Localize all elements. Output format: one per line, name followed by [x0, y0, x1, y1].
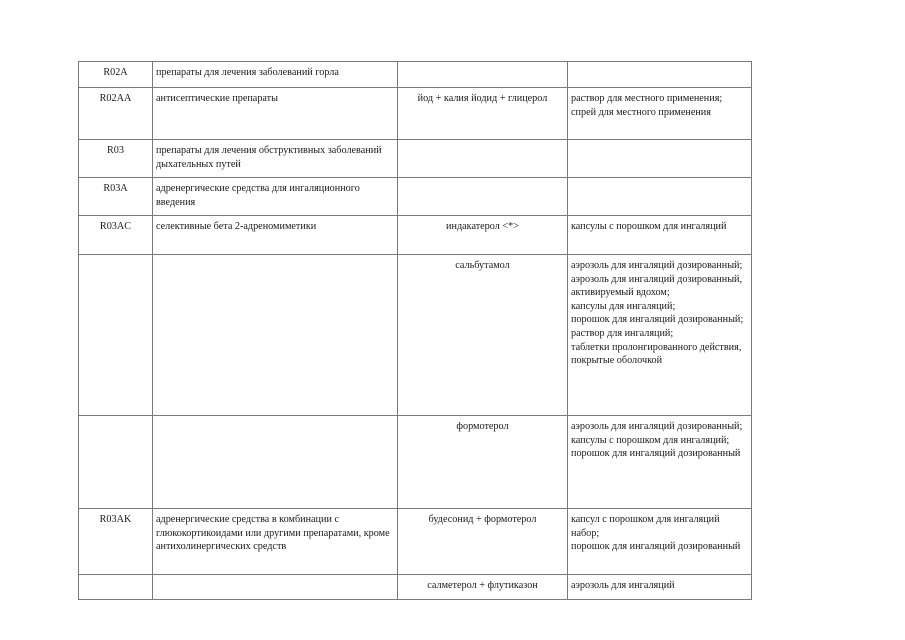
table-row [79, 575, 752, 600]
inn-cell: йод + калия йодид + глицерол [398, 88, 568, 140]
atc-code-cell: R03 [79, 140, 153, 178]
table-body [79, 62, 752, 600]
inn-cell: индакатерол <*> [398, 216, 568, 255]
table-row [79, 509, 752, 575]
dosage-form-cell: капсул с порошком для ингаляций набор; порошок для ингаляций дозированный [568, 509, 752, 575]
inn-cell: будесонид + формотерол [398, 509, 568, 575]
dosage-form-cell [568, 140, 752, 178]
group-name-cell [153, 416, 398, 509]
inn-cell: салметерол + флутиказон [398, 575, 568, 600]
group-name-cell: препараты для лечения заболеваний горла [153, 62, 398, 88]
group-name-cell: антисептические препараты [153, 88, 398, 140]
inn-cell [398, 140, 568, 178]
group-name-cell: адренергические средства для ингаляционного введения [153, 178, 398, 216]
table-row [79, 216, 752, 255]
group-name-cell: адренергические средства в комбинации с глюкокортикоидами или другими препаратами, кроме антихолинергических средств [153, 509, 398, 575]
atc-code-cell [79, 416, 153, 509]
group-name-cell [153, 575, 398, 600]
inn-cell: формотерол [398, 416, 568, 509]
atc-code-cell: R03A [79, 178, 153, 216]
atc-code-cell: R03AC [79, 216, 153, 255]
table-row [79, 178, 752, 216]
table-row [79, 255, 752, 416]
table-row [79, 416, 752, 509]
dosage-form-cell: аэрозоль для ингаляций [568, 575, 752, 600]
dosage-form-cell [568, 62, 752, 88]
dosage-form-cell: аэрозоль для ингаляций дозированный; капсулы с порошком для ингаляций; порошок для ингаляций дозированный [568, 416, 752, 509]
inn-cell [398, 178, 568, 216]
drug-classification-table [78, 61, 752, 600]
atc-code-cell [79, 575, 153, 600]
dosage-form-cell: капсулы с порошком для ингаляций [568, 216, 752, 255]
group-name-cell: препараты для лечения обструктивных заболеваний дыхательных путей [153, 140, 398, 178]
dosage-form-cell [568, 178, 752, 216]
table-row [79, 62, 752, 88]
group-name-cell: селективные бета 2-адреномиметики [153, 216, 398, 255]
dosage-form-cell: раствор для местного применения; спрей для местного применения [568, 88, 752, 140]
atc-code-cell: R03AK [79, 509, 153, 575]
atc-code-cell: R02AA [79, 88, 153, 140]
table-row [79, 140, 752, 178]
dosage-form-cell: аэрозоль для ингаляций дозированный; аэрозоль для ингаляций дозированный, активируемый вдохом; капсулы для ингаляций; порошок для ингаляций дозированный; раствор для ингаляций; таблетки пролонгированного действия, покрытые оболочкой [568, 255, 752, 416]
inn-cell [398, 62, 568, 88]
atc-code-cell: R02A [79, 62, 153, 88]
atc-code-cell [79, 255, 153, 416]
group-name-cell [153, 255, 398, 416]
inn-cell: сальбутамол [398, 255, 568, 416]
table-row [79, 88, 752, 140]
